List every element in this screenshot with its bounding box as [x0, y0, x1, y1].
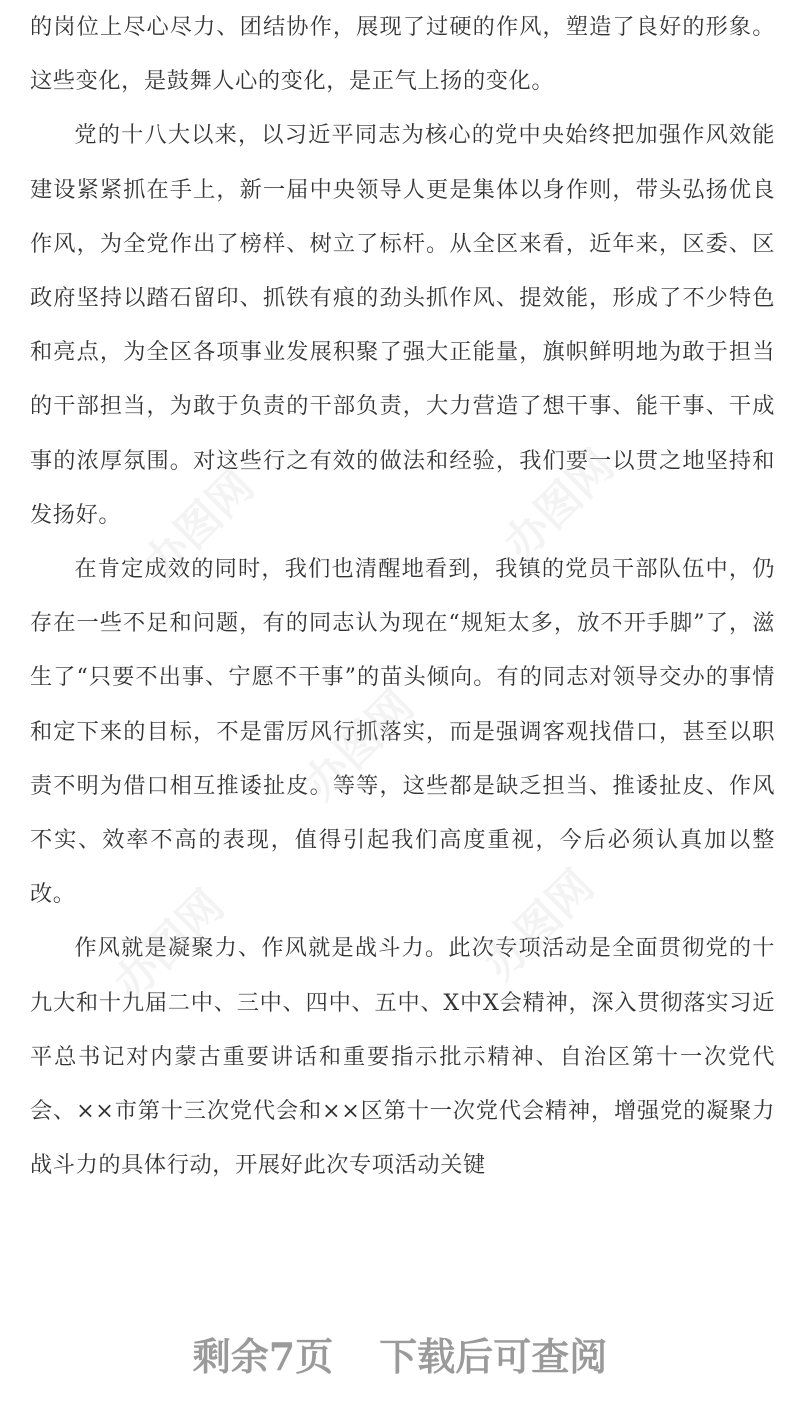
remaining-pages-label: 剩余7页: [192, 1333, 334, 1379]
document-body: [30, 0, 775, 1192]
watermark: 办图网: [134, 460, 264, 590]
watermark: 办图网: [294, 680, 424, 810]
watermark: 办图网: [474, 860, 604, 990]
paragraph-2: 党的十八大以来，以习近平同志为核心的党中央始终把加强作风效能建设紧紧抓在手上，新一届中央领导人更是集体以身作则，带头弘扬优良作风，为全党作出了榜样、树立了标杆。从全区来看，近年来，区委、区政府坚持以踏石留印、抓铁有痕的劲头抓作风、提效能，形成了不少特色和亮点，为全区各项事业发展积聚了强大正能量，旗帜鲜明地为敢于担当的干部担当，为敢于负责的干部负责，大力营造了想干事、能干事、干成事的浓厚氛围。对这些行之有效的做法和经验，我们要一以贯之地坚持和发扬好。: [30, 122, 775, 528]
watermark: 办图网: [104, 880, 234, 1010]
paragraph-1: 的岗位上尽心尽力、团结协作，展现了过硬的作风，塑造了良好的形象。这些变化，是鼓舞人心的变化，是正气上扬的变化。: [30, 14, 775, 95]
paragraph-3: 在肯定成效的同时，我们也清醒地看到，我镇的党员干部队伍中，仍存在一些不足和问题，有的同志认为现在“规矩太多，放不开手脚”了，滋生了“只要不出事、宁愿不干事”的苗头倾向。有的同志对领导交办的事情和定下来的目标，不是雷厉风行抓落实，而是强调客观找借口，甚至以职责不明为借口相互推诿扯皮。等等，这些都是缺乏担当、推诿扯皮、作风不实、效率不高的表现，值得引起我们高度重视，今后必须认真加以整改。: [30, 556, 775, 908]
download-to-view-label: 下载后可查阅: [379, 1333, 608, 1379]
download-prompt[interactable]: [0, 1318, 800, 1388]
watermark: 办图网: [494, 440, 624, 570]
paragraph-4: 作风就是凝聚力、作风就是战斗力。此次专项活动是全面贯彻党的十九大和十九届二中、三中、四中、五中、X中X会精神，深入贯彻落实习近平总书记对内蒙古重要讲话和重要指示批示精神、自治区第十一次党代会、××市第十三次党代会和××区第十一次党代会精神，增强党的凝聚力战斗力的具体行动，开展好此次专项活动关键: [30, 935, 775, 1179]
